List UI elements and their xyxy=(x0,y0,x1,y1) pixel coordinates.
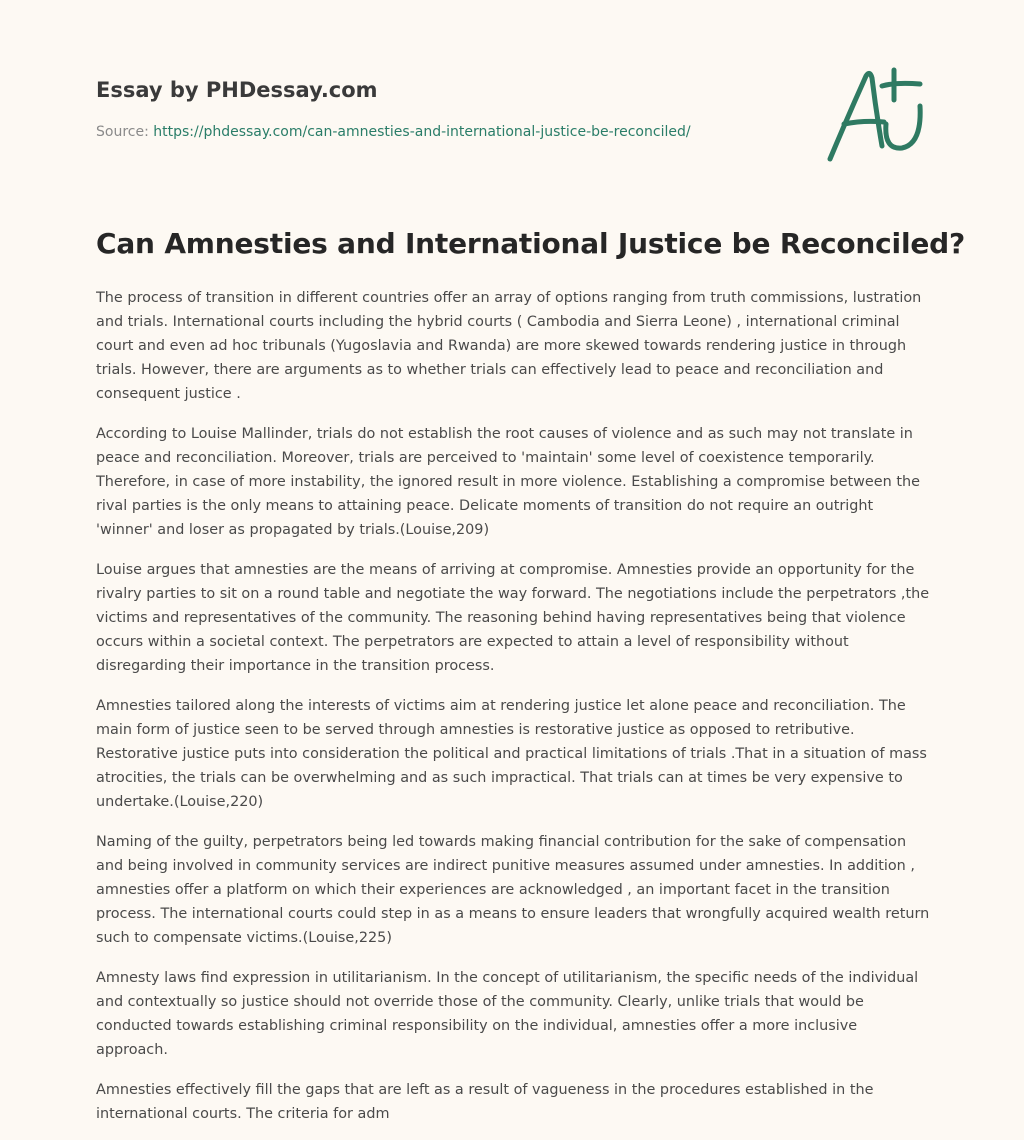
site-brand: Essay by PHDessay.com xyxy=(96,78,378,102)
article-body xyxy=(96,286,930,1140)
source-line xyxy=(96,122,796,142)
article-paragraph: The process of transition in different countries offer an array of options ranging from truth commissions, lustration and trials. International courts including the hybrid courts ( Cambodia and Sierra Leone) , international criminal court and even ad hoc tribunals (Yugoslavia and Rwanda) are more skewed towards rendering justice in through trials. However, there are arguments as to whether trials can effectively lead to peace and reconciliation and consequent justice . xyxy=(96,290,922,402)
source-link[interactable]: https://phdessay.com/can-amnesties-and-international-justice-be-reconciled/ xyxy=(153,124,691,140)
article-paragraph: Amnesties tailored along the interests of victims aim at rendering justice let alone peace and reconciliation. The main form of justice seen to be served through amnesties is restorative justice as opposed to retributive. Restorative justice puts into consideration the political and practical limitations of trials .That in a situation of mass atrocities, the trials can be overwhelming and as such impractical. That trials can at times be very expensive to undertake.(Louise,220) xyxy=(96,698,927,810)
article-paragraph: Louise argues that amnesties are the means of arriving at compromise. Amnesties provide an opportunity for the rivalry parties to sit on a round table and negotiate the way forward. The negotiations include the perpetrators ,the victims and representatives of the community. The reasoning behind having representatives being that violence occurs within a societal context. The perpetrators are expected to attain a level of responsibility without disregarding their importance in the transition process. xyxy=(96,562,930,674)
article-paragraph: Naming of the guilty, perpetrators being led towards making financial contribution for the sake of compensation and being involved in community services are indirect punitive measures assumed under amnesties. In addition , amnesties offer a platform on which their experiences are acknowledged , an important facet in the transition process. The international courts could step in as a means to ensure leaders that wrongfully acquired wealth return such to compensate victims.(Louise,225) xyxy=(96,834,930,946)
a-plus-logo-icon xyxy=(822,66,932,166)
article-title: Can Amnesties and International Justice be Reconciled? xyxy=(96,227,966,260)
article-paragraph: Amnesty laws find expression in utilitarianism. In the concept of utilitarianism, the specific needs of the individual and contextually so justice should not override those of the community. Clearly, unlike trials that would be conducted towards establishing criminal responsibility on the individual, amnesties offer a more inclusive approach. xyxy=(96,970,919,1058)
page-header xyxy=(96,76,796,142)
source-label: Source: xyxy=(96,124,149,140)
article-paragraph: According to Louise Mallinder, trials do not establish the root causes of violence and as such may not translate in peace and reconciliation. Moreover, trials are perceived to 'maintain' some level of coexistence temporarily. Therefore, in case of more instability, the ignored result in more violence. Establishing a compromise between the rival parties is the only means to attaining peace. Delicate moments of transition do not require an outright 'winner' and loser as propagated by trials.(Louise,209) xyxy=(96,426,920,538)
article-paragraph: Amnesties effectively fill the gaps that are left as a result of vagueness in the procedures established in the international courts. The criteria for adm xyxy=(96,1082,874,1122)
